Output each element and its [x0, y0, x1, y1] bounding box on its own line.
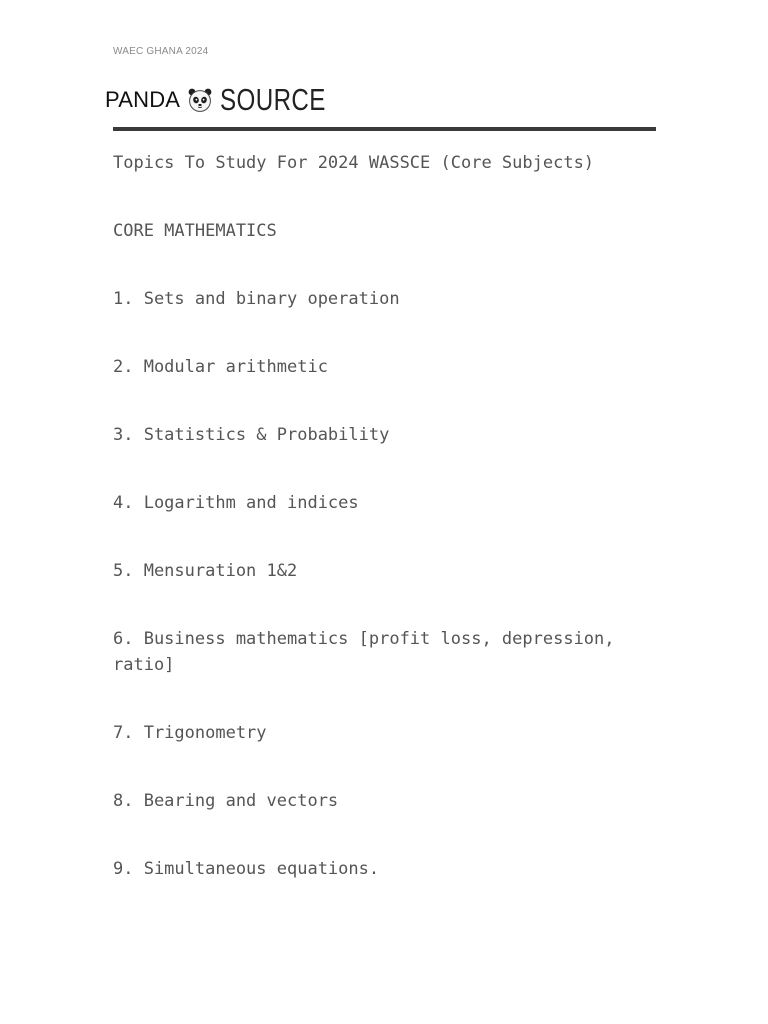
list-item: 7. Trigonometry	[113, 723, 267, 743]
header-divider	[113, 127, 656, 131]
list-item: 5. Mensuration 1&2	[113, 561, 298, 581]
brand-name-left: PANDA	[105, 87, 181, 112]
list-item: 8. Bearing and vectors	[113, 791, 339, 811]
article-title: Topics To Study For 2024 WASSCE (Core Subjects)	[113, 153, 595, 173]
article-body	[113, 150, 658, 924]
header-kicker: WAEC GHANA 2024	[113, 46, 209, 57]
list-item: 3. Statistics & Probability	[113, 425, 390, 445]
panda-face-icon	[187, 87, 213, 113]
list-item: 9. Simultaneous equations.	[113, 859, 380, 879]
list-item: 2. Modular arithmetic	[113, 357, 328, 377]
list-item: 6. Business mathematics [profit loss, depression, ratio]	[113, 629, 615, 675]
brand-logo	[105, 80, 356, 120]
brand-name-right: SOURCE	[220, 82, 326, 117]
section-heading: CORE MATHEMATICS	[113, 221, 277, 241]
list-item: 1. Sets and binary operation	[113, 289, 400, 309]
list-item: 4. Logarithm and indices	[113, 493, 359, 513]
